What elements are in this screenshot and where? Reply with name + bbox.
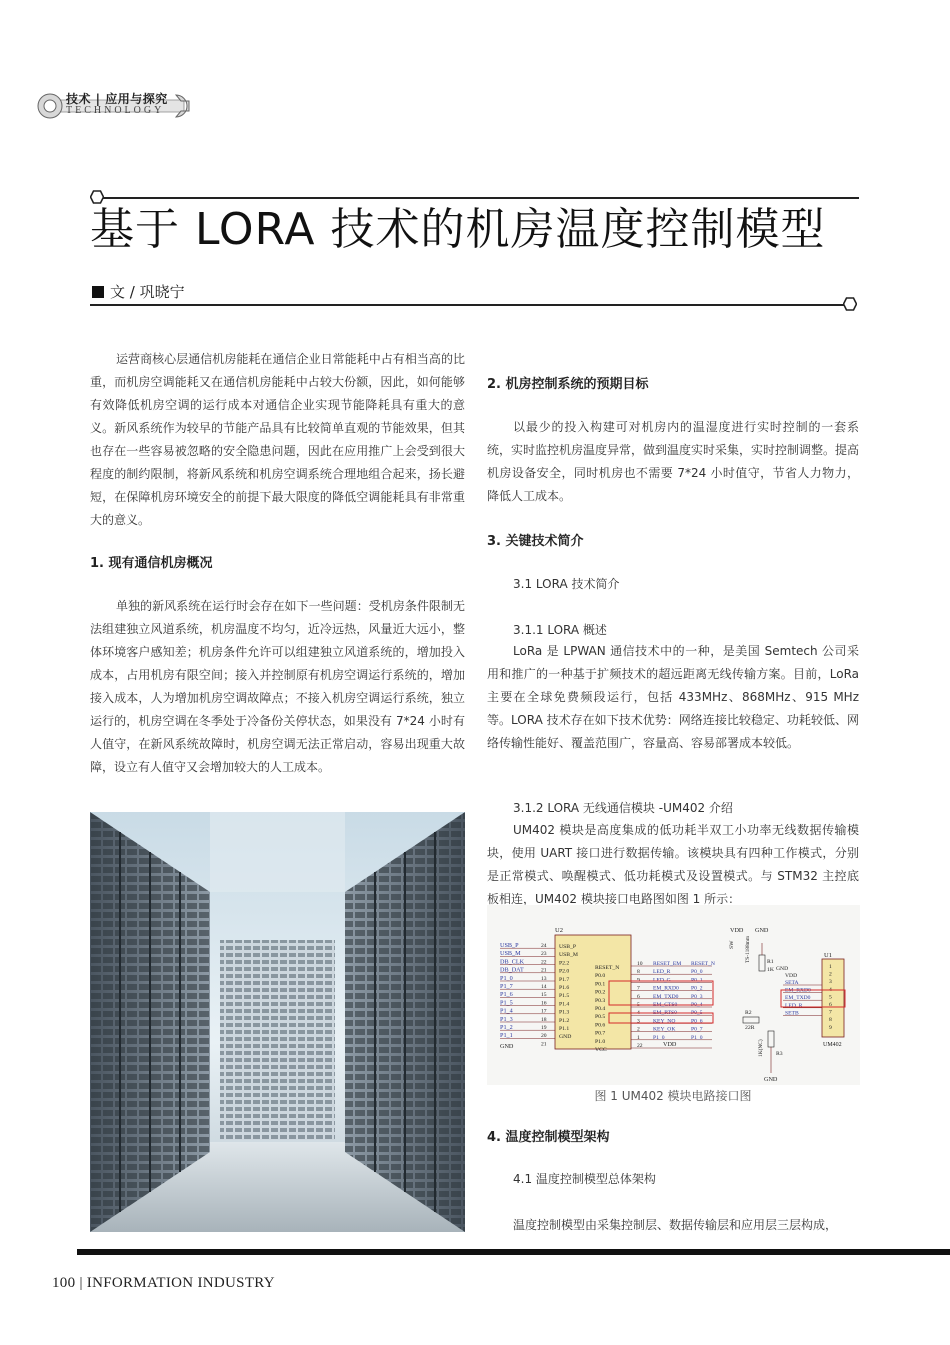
left-net-label: P1_6: [500, 991, 513, 999]
mid-pin-number: 1: [637, 1034, 640, 1041]
u1-pin-number: 8: [829, 1017, 832, 1024]
subheading-4-1: 4.1 温度控制模型总体架构: [513, 1172, 656, 1186]
section-label-en: TECHNOLOGY: [66, 105, 165, 116]
mid-net-label: P1_0: [653, 1034, 665, 1041]
mid-net-label: EM_TXD0: [653, 993, 679, 1000]
mid-port-label: P0_7: [691, 1026, 703, 1033]
r2-body: [743, 1017, 759, 1023]
left-pin-number: 21: [541, 967, 547, 974]
u1-net-label: EM_TXD0: [785, 995, 811, 1002]
left-pin-number: 17: [541, 1008, 547, 1015]
mid-port-label: P0_2: [691, 985, 703, 992]
mid-port-label: P1_0: [691, 1034, 703, 1041]
figure-caption: 图 1 UM402 模块电路接口图: [594, 1089, 752, 1103]
mid-net-label: EM_RTS0: [653, 1010, 677, 1017]
section-1-paragraph: 单独的新风系统在运行时会存在如下一些问题：受机房条件限制无法组建独立风道系统，机房温度不均匀，近冷远热，风量近大远小，整体环境客户感知差；机房条件允许可以组建独立风道系统的，增加投入成本，占用机房有限空间；接入并控制原有机房空调运行系统的，增加接入成本，人为增加机房空调故障点；不接入机房空调运行系统，独立运行的，机房空调在冬季处于冷备份关停状态，如果没有 7*24 小时有人值守，在新风系统故障时，机房空调无法正常启动，容易出现重大故障，设立有人值守又会增加较大的人工成本。: [90, 599, 465, 774]
mid-pin-number: 22: [637, 1043, 643, 1049]
left-net-label: USB_P: [500, 942, 519, 949]
chip-pin-left: P1.2: [559, 1017, 570, 1024]
mid-pin-number: 9: [637, 977, 640, 984]
subheading-3-1: 3.1 LORA 技术简介: [513, 577, 620, 591]
author-name: 文 / 巩晓宁: [110, 283, 185, 301]
section-3-1-2-paragraph: UM402 模块是高度集成的低功耗半双工小功率无线数据传输模块，使用 UART 接口进行数据传输。该模块具有四种工作模式，分别是正常模式、唤醒模式、低功耗模式及设置模式。与 STM32 主控底板相连，UM402 模块接口电路图如图 1 所示：: [487, 823, 859, 906]
r1-label: R1: [767, 959, 774, 965]
left-pin-number: 21: [541, 1041, 547, 1048]
author-line: [92, 281, 185, 302]
chip-pin-right: P0.6: [595, 1022, 606, 1029]
chip-pin-right: P0.3: [595, 997, 606, 1004]
chip-pin-left: P2.2: [559, 960, 570, 967]
hexagon-icon: [843, 297, 857, 311]
u1-pin-number: 3: [829, 979, 832, 986]
left-net-label: P1_2: [500, 1024, 513, 1031]
chip-pin-left: P1.7: [559, 976, 570, 983]
gnd-top-label: GND: [755, 927, 769, 934]
section-3-1-1-paragraph: LoRa 是 LPWAN 通信技术中的一种，是美国 Semtech 公司采用和推广的一种基于扩频技术的超远距离无线传输方案。目前，LoRa 主要在全球免费频段运行，包括 433MHz、868MHz、915 MHz 等。LORA 技术存在如下技术优势：网络连接比较稳定、功耗较低、网络传输性能好、覆盖范围广，容量高、容易部署成本较低。: [487, 644, 859, 750]
page-footer: 100 | INFORMATION INDUSTRY: [52, 1275, 275, 1291]
chip-pin-left: P1.4: [559, 1001, 570, 1008]
u1-pin-number: 6: [829, 1002, 832, 1008]
u1-pin-number: 1: [829, 964, 832, 970]
left-pin-number: 19: [541, 1025, 547, 1031]
chip-pin-left: P2.0: [559, 968, 570, 975]
r1-body: [759, 955, 765, 971]
u1-gnd-label: GND: [776, 966, 789, 972]
u1-label: U1: [824, 952, 832, 959]
section-2-paragraph: 以最少的投入构建可对机房内的温湿度进行实时控制的一套系统，实时监控机房温度异常，做到温度实时采集，实时控制调整。提高机房设备安全，同时机房也不需要 7*24 小时值守，节省人力物力，降低人工成本。: [487, 420, 860, 503]
left-pin-number: 13: [541, 975, 547, 982]
section-heading-3: 3. 关键技术简介: [487, 534, 584, 549]
chip-pin-left: USB_P: [559, 944, 577, 950]
mid-port-label: P0_1: [691, 977, 703, 984]
r3-body: [768, 1031, 774, 1047]
subheading-3-1-2: 3.1.2 LORA 无线通信模块 -UM402 介绍: [513, 801, 733, 815]
u1-pin-number: 2: [829, 971, 832, 978]
chip-pin-left: GND: [559, 1034, 572, 1041]
mid-pin-number: 7: [637, 985, 640, 992]
mid-port-label: P0_3: [691, 993, 703, 1000]
r2-value: 22R: [745, 1025, 755, 1031]
mid-pin-number: 2: [637, 1026, 640, 1033]
u1-net-label: SETB: [785, 1010, 799, 1017]
left-pin-number: 18: [541, 1016, 547, 1023]
left-net-label: P1_1: [500, 1032, 513, 1040]
u1-net-label: SETA: [785, 980, 799, 986]
u1-net-label: EM_RXD0: [785, 987, 811, 994]
chip-pin-right: VCC: [595, 1047, 607, 1053]
left-net-label: DB_CLK: [500, 958, 525, 966]
left-pin-number: 16: [541, 1000, 547, 1007]
um402-circuit-diagram: [487, 905, 860, 1085]
r2-label: R2: [745, 1010, 752, 1016]
switch-part-label: TS-1188mm: [745, 935, 751, 963]
title-bottom-rule: [90, 304, 850, 306]
r3-value: 1K(NC): [758, 1039, 764, 1057]
chip-pin-right: P0.2: [595, 989, 606, 996]
footer-rule: [77, 1249, 950, 1255]
u1-pin-number: 4: [829, 986, 832, 993]
u1-pin-number: 5: [829, 994, 832, 1001]
chip-pin-right: P0.1: [595, 981, 606, 988]
vdd-label: VDD: [663, 1041, 677, 1048]
left-net-label: P1_4: [500, 1007, 513, 1015]
left-net-label: P1_3: [500, 1015, 513, 1023]
chip-pin-right: P1.0: [595, 1038, 606, 1045]
mid-pin-number: 10: [637, 961, 643, 967]
vdd-top-label: VDD: [730, 927, 744, 934]
chip-pin-right: P0.4: [595, 1006, 606, 1012]
chip-pin-right: P0.7: [595, 1030, 606, 1037]
square-bullet-icon: [92, 286, 104, 298]
mid-port-label: P0_5: [691, 1010, 703, 1017]
left-pin-number: 22: [541, 959, 547, 966]
left-net-label: P1_5: [500, 999, 513, 1007]
u1-pin-number: 9: [829, 1024, 832, 1031]
left-pin-number: 23: [541, 951, 547, 958]
r3-label: R3: [776, 1051, 783, 1057]
left-pin-number: 14: [541, 984, 547, 990]
chip-pin-right: P0.5: [595, 1014, 606, 1021]
chip-pin-left: P1.5: [559, 993, 570, 1000]
left-pin-number: 24: [541, 943, 547, 949]
mid-net-label: KEY_NO: [653, 1018, 676, 1025]
mid-port-label: P0_0: [691, 969, 703, 976]
mid-pin-number: 6: [637, 993, 640, 1000]
mid-net-label: RESET_EM: [653, 961, 682, 967]
subheading-3-1-1: 3.1.1 LORA 概述: [513, 623, 607, 637]
mid-net-label: LED_R: [653, 969, 671, 976]
left-net-label: DB_DAT: [500, 966, 524, 974]
mid-pin-number: 3: [637, 1018, 640, 1025]
chip-pin-left: USB_M: [559, 952, 578, 959]
intro-paragraph: 运营商核心层通信机房能耗在通信企业日常能耗中占有相当高的比重，而机房空调能耗又在通信机房能耗中占较大份额，因此，如何能够有效降低机房空调的运行成本对通信企业实现节能降耗具有重大的意义。新风系统作为较早的节能产品具有比较简单直观的节能效果，但其也存在一些容易被忽略的安全隐患问题，因此在应用推广上会受到很大程度的制约限制，将新风系统和机房空调系统合理地组合起来，扬长避短，在保障机房环境安全的前提下最大限度的降低空调能耗具有非常重大的意义。: [90, 352, 465, 527]
section-label: 技术 | 应用与探究: [66, 92, 168, 106]
mid-net-label: KEY_OK: [653, 1026, 676, 1033]
u2-label: U2: [555, 927, 563, 934]
mid-port-label: P0_4: [691, 1002, 703, 1008]
chip-pin-left: P1.3: [559, 1009, 570, 1016]
r1-value: 1K: [767, 967, 774, 973]
u1-net-label: LED_R: [785, 1002, 803, 1009]
mid-net-label: LED_G: [653, 977, 671, 984]
section-heading-4: 4. 温度控制模型架构: [487, 1130, 610, 1145]
switch-label: SW: [729, 940, 735, 949]
mid-net-label: EM_RXD0: [653, 985, 679, 992]
chip-pin-right: P0.0: [595, 973, 606, 980]
u1-name: UM402: [823, 1042, 842, 1048]
mid-port-label: RESET_N: [691, 961, 715, 967]
left-net-label: P1_0: [500, 974, 513, 982]
left-net-label: P1_7: [500, 983, 513, 990]
gnd-bottom-label: GND: [764, 1076, 778, 1083]
left-pin-number: 20: [541, 1033, 547, 1040]
u1-vdd-label: VDD: [785, 973, 798, 979]
server-room-photo: [90, 812, 465, 1232]
chip-pin-left: P1.1: [559, 1026, 570, 1032]
mid-pin-number: 5: [637, 1002, 640, 1008]
section-heading-1: 1. 现有通信机房概况: [90, 556, 213, 571]
section-heading-2: 2. 机房控制系统的预期目标: [487, 377, 649, 392]
u1-module: [822, 959, 844, 1037]
left-net-label: USB_M: [500, 950, 521, 958]
section-4-1-paragraph: 温度控制模型由采集控制层、数据传输层和应用层三层构成，: [513, 1218, 838, 1232]
chip-pin-left: P1.6: [559, 985, 570, 991]
chip-pin-right: RESET_N: [595, 965, 620, 971]
mid-port-label: P0_6: [691, 1018, 703, 1025]
article-title: 基于 LORA 技术的机房温度控制模型: [90, 204, 826, 255]
title-top-rule: [96, 197, 859, 199]
mid-net-label: EM_CTS0: [653, 1002, 678, 1008]
u1-pin-number: 7: [829, 1009, 832, 1016]
mid-pin-number: 8: [637, 969, 640, 976]
mid-pin-number: 4: [637, 1010, 640, 1017]
gnd-label: GND: [500, 1043, 514, 1050]
left-pin-number: 15: [541, 992, 547, 999]
